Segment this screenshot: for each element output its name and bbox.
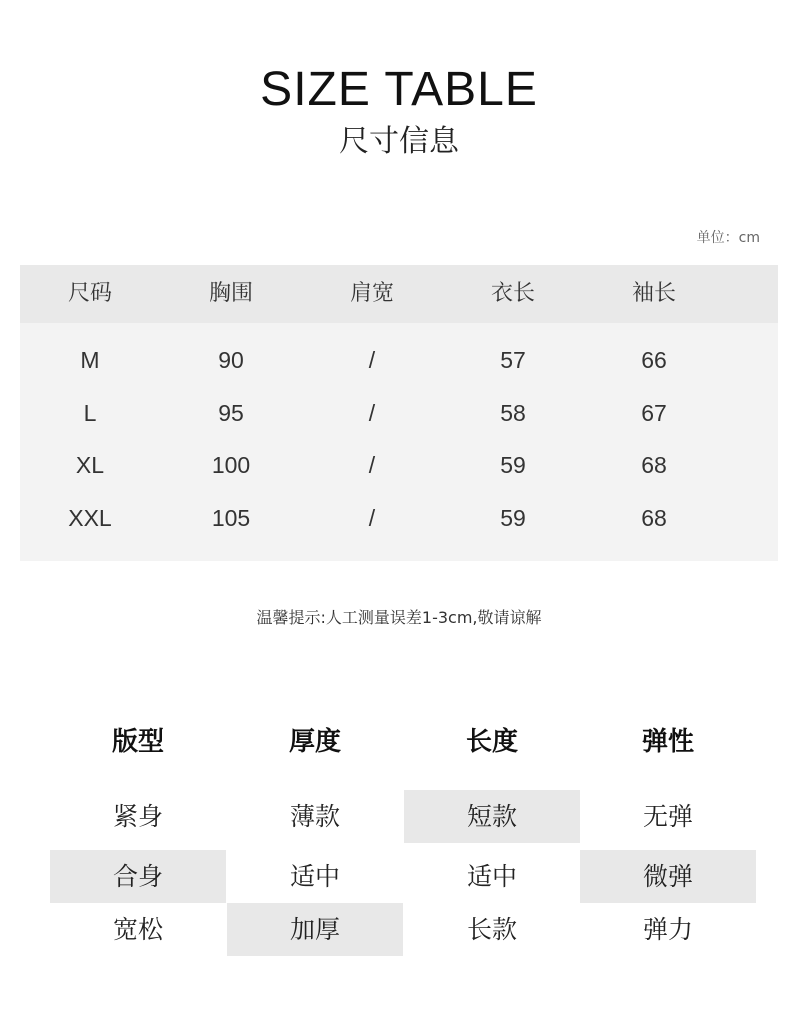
cell-shoulder: / <box>368 400 376 426</box>
attribute-heading: 版型 <box>111 727 164 757</box>
cell-size: M <box>80 347 100 373</box>
cell-sleeve: 68 <box>641 505 667 531</box>
attribute-option: 薄款 <box>289 802 340 831</box>
cell-sleeve: 66 <box>641 347 667 373</box>
cell-size: XXL <box>68 505 112 531</box>
cell-size: XL <box>75 452 105 478</box>
header-length: 衣长 <box>490 281 535 306</box>
attribute-option: 弹力 <box>642 915 693 944</box>
attribute-option: 紧身 <box>112 802 163 831</box>
attribute-heading: 厚度 <box>288 727 341 757</box>
table-row <box>20 498 778 538</box>
measurement-note: 温馨提示:人工测量误差1-3cm,敬请谅解 <box>256 608 542 627</box>
cell-chest: 95 <box>218 400 244 426</box>
header-size: 尺码 <box>67 281 112 306</box>
table-row <box>20 393 778 433</box>
cell-length: 59 <box>500 505 526 531</box>
header-sleeve: 袖长 <box>631 281 676 306</box>
cell-shoulder: / <box>368 505 376 531</box>
cell-size: L <box>83 400 97 426</box>
cell-sleeve: 68 <box>641 452 667 478</box>
attribute-option: 无弹 <box>642 802 693 831</box>
table-row <box>20 445 778 485</box>
cell-chest: 90 <box>218 347 244 373</box>
cell-length: 59 <box>500 452 526 478</box>
table-row <box>20 340 778 380</box>
attribute-option: 微弹 <box>580 850 756 903</box>
attribute-option: 短款 <box>404 790 580 843</box>
page-title-cn: 尺寸信息 <box>339 124 459 159</box>
cell-sleeve: 67 <box>641 400 667 426</box>
attribute-option: 加厚 <box>227 903 403 956</box>
cell-shoulder: / <box>368 452 376 478</box>
attribute-option: 宽松 <box>112 915 163 944</box>
unit-label: 单位：cm <box>696 230 760 246</box>
attribute-option: 适中 <box>466 862 517 891</box>
cell-length: 57 <box>500 347 526 373</box>
attribute-option: 合身 <box>50 850 226 903</box>
cell-shoulder: / <box>368 347 376 373</box>
header-chest: 胸围 <box>208 281 253 306</box>
attribute-heading: 弹性 <box>641 727 694 757</box>
cell-chest: 100 <box>211 452 251 478</box>
header-shoulder: 肩宽 <box>349 281 394 306</box>
size-table <box>20 265 778 561</box>
cell-length: 58 <box>500 400 526 426</box>
page-title-en: SIZE TABLE <box>260 63 538 116</box>
size-table-header <box>20 265 778 323</box>
attribute-heading: 长度 <box>465 727 518 757</box>
cell-chest: 105 <box>211 505 251 531</box>
attribute-option: 长款 <box>466 915 517 944</box>
attribute-option: 适中 <box>289 862 340 891</box>
